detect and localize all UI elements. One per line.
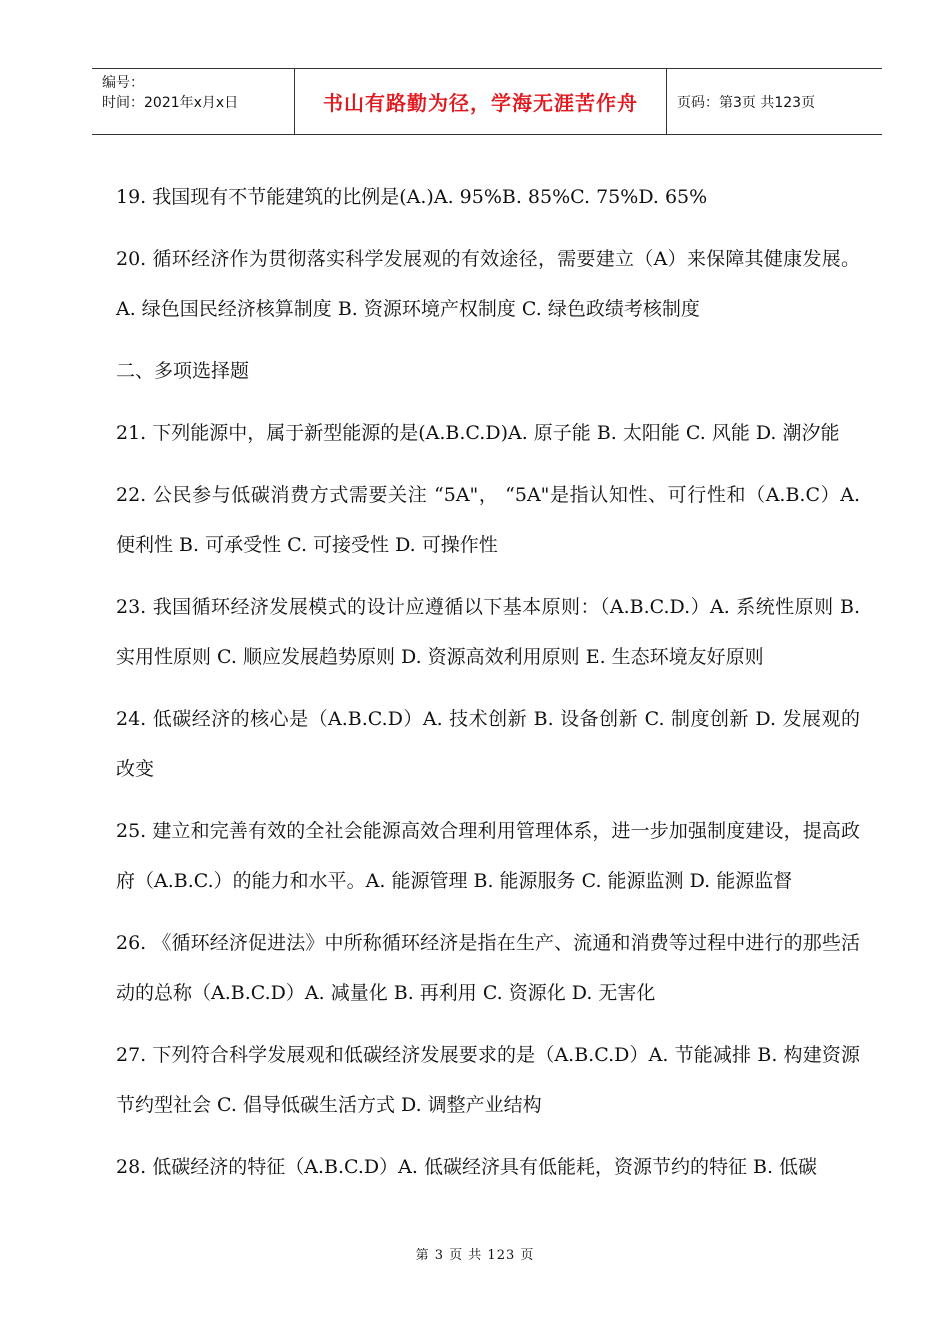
question-27: 27. 下列符合科学发展观和低碳经济发展要求的是（A.B.C.D）A. 节能减排 B. 构建资源节约型社会 C. 倡导低碳生活方式 D. 调整产业结构: [116, 1044, 860, 1116]
question-26: 26. 《循环经济促进法》中所称循环经济是指在生产、流通和消费等过程中进行的那些活动的总称（A.B.C.D）A. 减量化 B. 再利用 C. 资源化 D. 无害化: [116, 932, 860, 1004]
page-header: [92, 68, 882, 135]
question-21: 21. 下列能源中，属于新型能源的是(A.B.C.D)A. 原子能 B. 太阳能 C. 风能 D. 潮汐能: [116, 422, 840, 444]
number-label: 编号：: [102, 75, 144, 91]
question-25: 25. 建立和完善有效的全社会能源高效合理利用管理体系，进一步加强制度建设，提高政府（A.B.C.）的能力和水平。A. 能源管理 B. 能源服务 C. 能源监测 D. 能源监督: [116, 820, 860, 892]
question-20: 20. 循环经济作为贯彻落实科学发展观的有效途径，需要建立（A）来保障其健康发展。A. 绿色国民经济核算制度 B. 资源环境产权制度 C. 绿色政绩考核制度: [116, 248, 860, 320]
time-label: 时间：2021年x月x日: [102, 95, 239, 111]
question-28: 28. 低碳经济的特征（A.B.C.D）A. 低碳经济具有低能耗，资源节约的特征 B. 低碳: [116, 1156, 818, 1178]
section-heading: 二、多项选择题: [116, 360, 250, 382]
question-22: 22. 公民参与低碳消费方式需要关注 “5A"， “5A"是指认知性、可行性和（A.B.C）A. 便利性 B. 可承受性 C. 可接受性 D. 可操作性: [116, 484, 860, 556]
document-body: [116, 172, 860, 1204]
question-23: 23. 我国循环经济发展模式的设计应遵循以下基本原则：（A.B.C.D.）A. 系统性原则 B. 实用性原则 C. 顺应发展趋势原则 D. 资源高效利用原则 E. 生态环境友好原则: [116, 596, 860, 668]
question-19: 19. 我国现有不节能建筑的比例是(A.)A. 95%B. 85%C. 75%D. 65%: [116, 186, 708, 208]
header-page-info: 页码：第3页 共123页: [677, 94, 816, 111]
header-meta: [92, 69, 295, 134]
page-footer: 第 3 页 共 123 页: [415, 1248, 535, 1263]
header-motto: 书山有路勤为径，学海无涯苦作舟: [295, 69, 667, 134]
question-24: 24. 低碳经济的核心是（A.B.C.D）A. 技术创新 B. 设备创新 C. 制度创新 D. 发展观的改变: [116, 708, 860, 780]
